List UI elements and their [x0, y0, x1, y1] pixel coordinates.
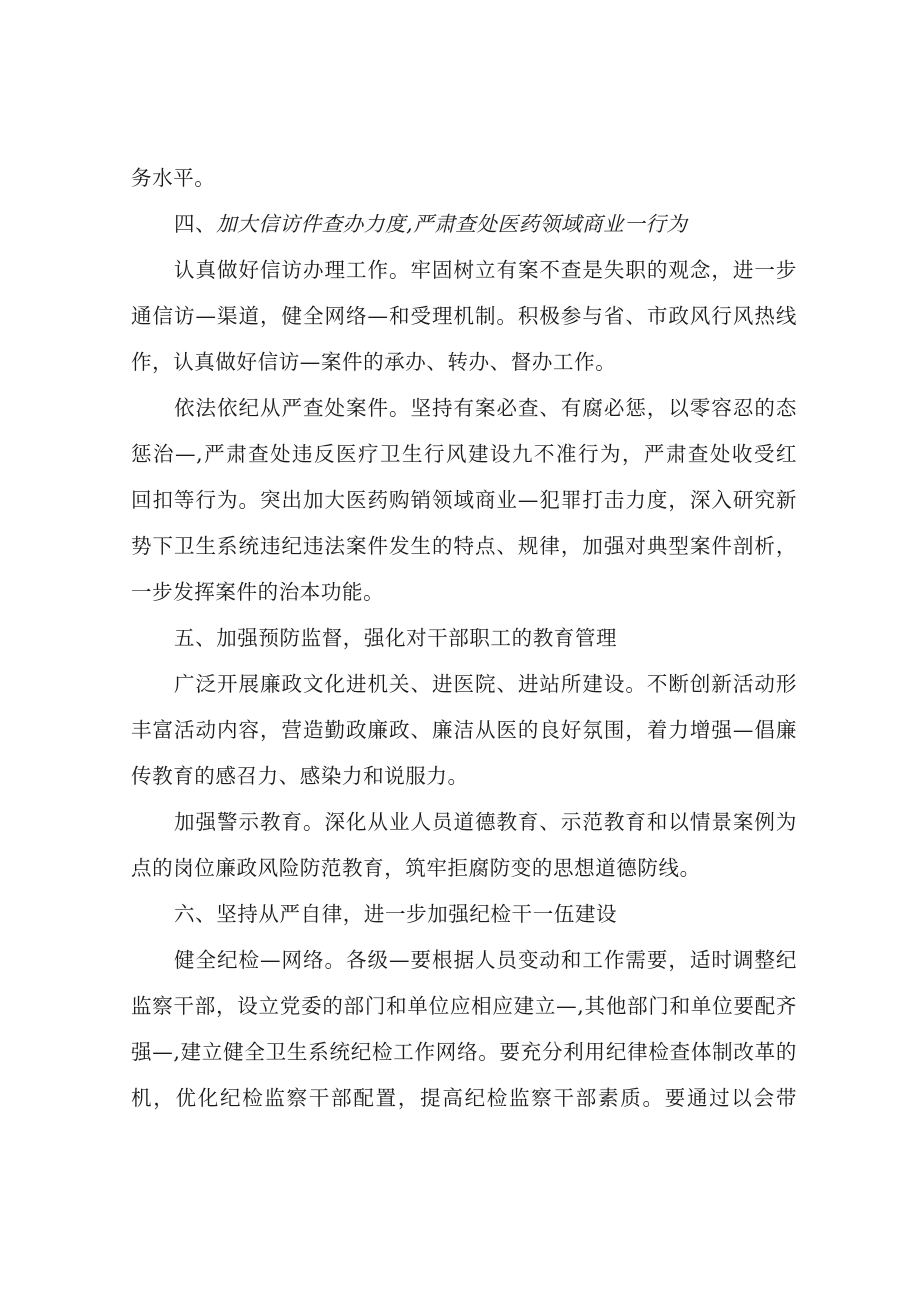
body-line: 作，认真做好信访—案件的承办、转办、督办工作。 — [131, 350, 617, 374]
body-line: 认真做好信访办理工作。牢固树立有案不查是失职的观念，进一步 — [174, 258, 797, 282]
body-line: 丰富活动内容，营造勤政廉政、廉洁从医的良好氛围，着力增强—倡廉 — [131, 718, 797, 742]
body-line: 回扣等行为。突出加大医药购销领域商业—犯罪打击力度，深入研究新 — [131, 488, 797, 512]
body-line: 务水平。 — [131, 166, 216, 190]
body-line: 势下卫生系统违纪违法案件发生的特点、规律，加强对典型案件剖析， — [131, 534, 797, 558]
body-line: 广泛开展廉政文化进机关、进医院、进站所建设。不断创新活动形 — [174, 672, 797, 696]
section-title: 加大信访件查办力度,严肃查处医药领域商业一行为 — [216, 212, 688, 236]
document-body — [131, 155, 797, 1121]
body-line: 机，优化纪检监察干部配置，提高纪检监察干部素质。要通过以会带 — [131, 1086, 797, 1110]
section-number: 四、 — [174, 212, 217, 236]
body-line: 一步发挥案件的治本功能。 — [131, 580, 385, 604]
section-heading-6: 六、坚持从严自律，进一步加强纪检干一伍建设 — [174, 902, 618, 926]
body-line: 传教育的感召力、感染力和说服力。 — [131, 764, 469, 788]
body-line: 通信访—渠道，健全网络—和受理机制。积极参与省、市政风行风热线 — [131, 304, 797, 328]
body-line: 点的岗位廉政风险防范教育，筑牢拒腐防变的思想道德防线。 — [131, 856, 701, 880]
section-heading-4 — [131, 201, 797, 247]
body-line: 健全纪检—网络。各级—要根据人员变动和工作需要，适时调整纪 — [174, 948, 797, 972]
section-heading-5: 五、加强预防监督，强化对干部职工的教育管理 — [174, 626, 618, 650]
body-line: 惩治—,严肃查处违反医疗卫生行风建设九不准行为，严肃查处收受红 — [131, 442, 797, 466]
body-line: 依法依纪从严查处案件。坚持有案必查、有腐必惩，以零容忍的态 — [174, 396, 797, 420]
body-line: 加强警示教育。深化从业人员道德教育、示范教育和以情景案例为 — [174, 810, 797, 834]
body-line: 强—,建立健全卫生系统纪检工作网络。要充分利用纪律检查体制改革的 — [131, 1040, 797, 1064]
body-line: 监察干部，设立党委的部门和单位应相应建立—,其他部门和单位要配齐 — [131, 994, 797, 1018]
